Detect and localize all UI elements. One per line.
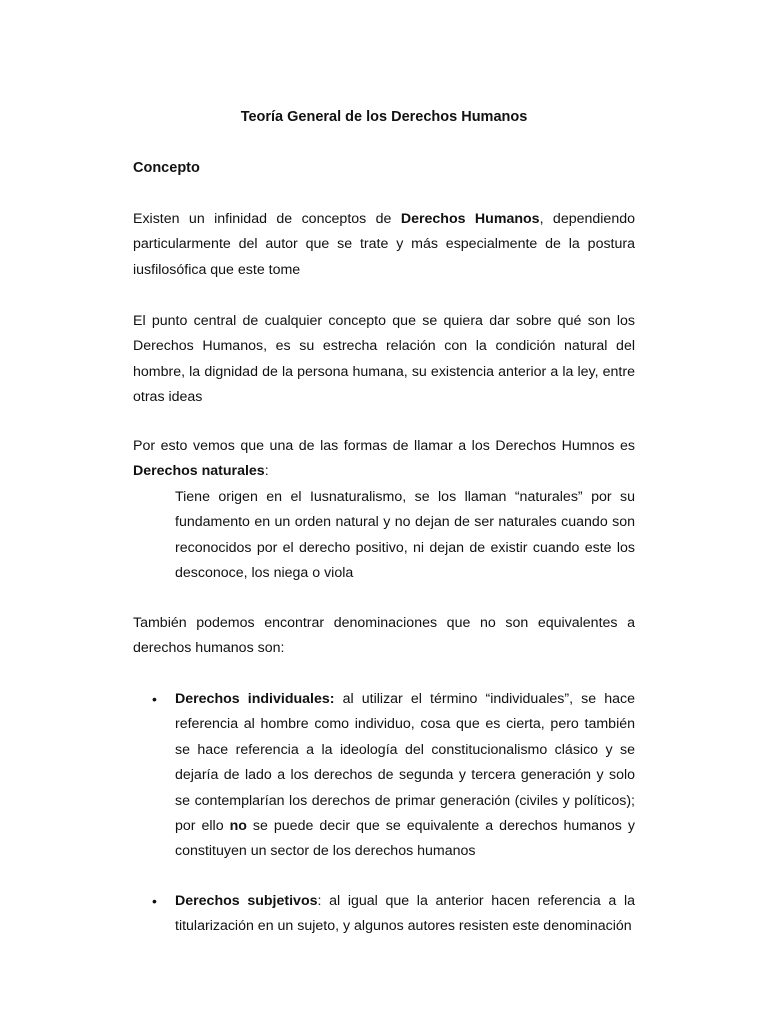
paragraph-central-point: El punto central de cualquier concepto que se quiera dar sobre qué son los Derechos Humanos, es su estrecha relación con la condición natural del hombre, la dignidad de la persona humana, su existencia anterior a la ley, entre otras ideas — [133, 313, 635, 406]
section-heading: Concepto — [133, 160, 200, 176]
paragraph-iusnaturalismo: Tiene origen en el Iusnaturalismo, se los llaman “naturales” por su fundamento en un orden natural y no dejan de ser naturales cuando son reconocidos por el derecho positivo, ni dejan de existir cuando este los desconoce, los niega o viola — [175, 489, 635, 582]
paragraph-intro — [133, 207, 635, 283]
bullet-item-subjective-rights — [175, 889, 635, 940]
document-title: Teoría General de los Derechos Humanos — [240, 109, 528, 125]
bullet-item-individual-rights — [175, 687, 635, 865]
bullet-item-term: Derechos subjetivos — [175, 893, 318, 909]
paragraph-intro-bold: Derechos Humanos — [400, 211, 540, 227]
paragraph-natural-rights-text-a: Por esto vemos que una de las formas de llamar a los Derechos Humnos es — [133, 438, 635, 454]
bullet-item-text-a: al utilizar el término “individuales”, se hace referencia al hombre como individuo, cosa que es cierta, pero también se hace referencia a la ideología del constitucionalismo clásico y se dejaría de lado a los derechos de segunda y tercera generación y solo se contemplarían los derechos de primar generación (civiles y políticos); por ello — [175, 691, 635, 835]
bullet-icon: • — [152, 893, 157, 909]
paragraph-natural-rights-text-c: : — [264, 463, 269, 480]
paragraph-intro-text-a: Existen un infinidad de conceptos de — [133, 211, 401, 227]
paragraph-intro-text-c: , dependiendo particularmente del autor que se trate y más especialmente de la postura iusfilosófica que este tome — [133, 211, 635, 278]
bullet-item-text-b: se puede decir que se equivalente a derechos humanos y constituyen un sector de los derechos humanos — [175, 818, 635, 860]
bullet-item-term: Derechos individuales: — [175, 691, 335, 707]
bullet-item-emphasis: no — [229, 818, 247, 835]
paragraph-denominations: También podemos encontrar denominaciones que no son equivalentes a derechos humanos son: — [133, 615, 635, 657]
paragraph-natural-rights — [133, 434, 635, 485]
bullet-icon: • — [152, 691, 157, 707]
paragraph-natural-rights-bold: Derechos naturales — [133, 463, 265, 480]
bullet-item-text: : al igual que la anterior hacen referencia a la titularización en un sujeto, y algunos autores resisten este denominación — [175, 893, 635, 935]
